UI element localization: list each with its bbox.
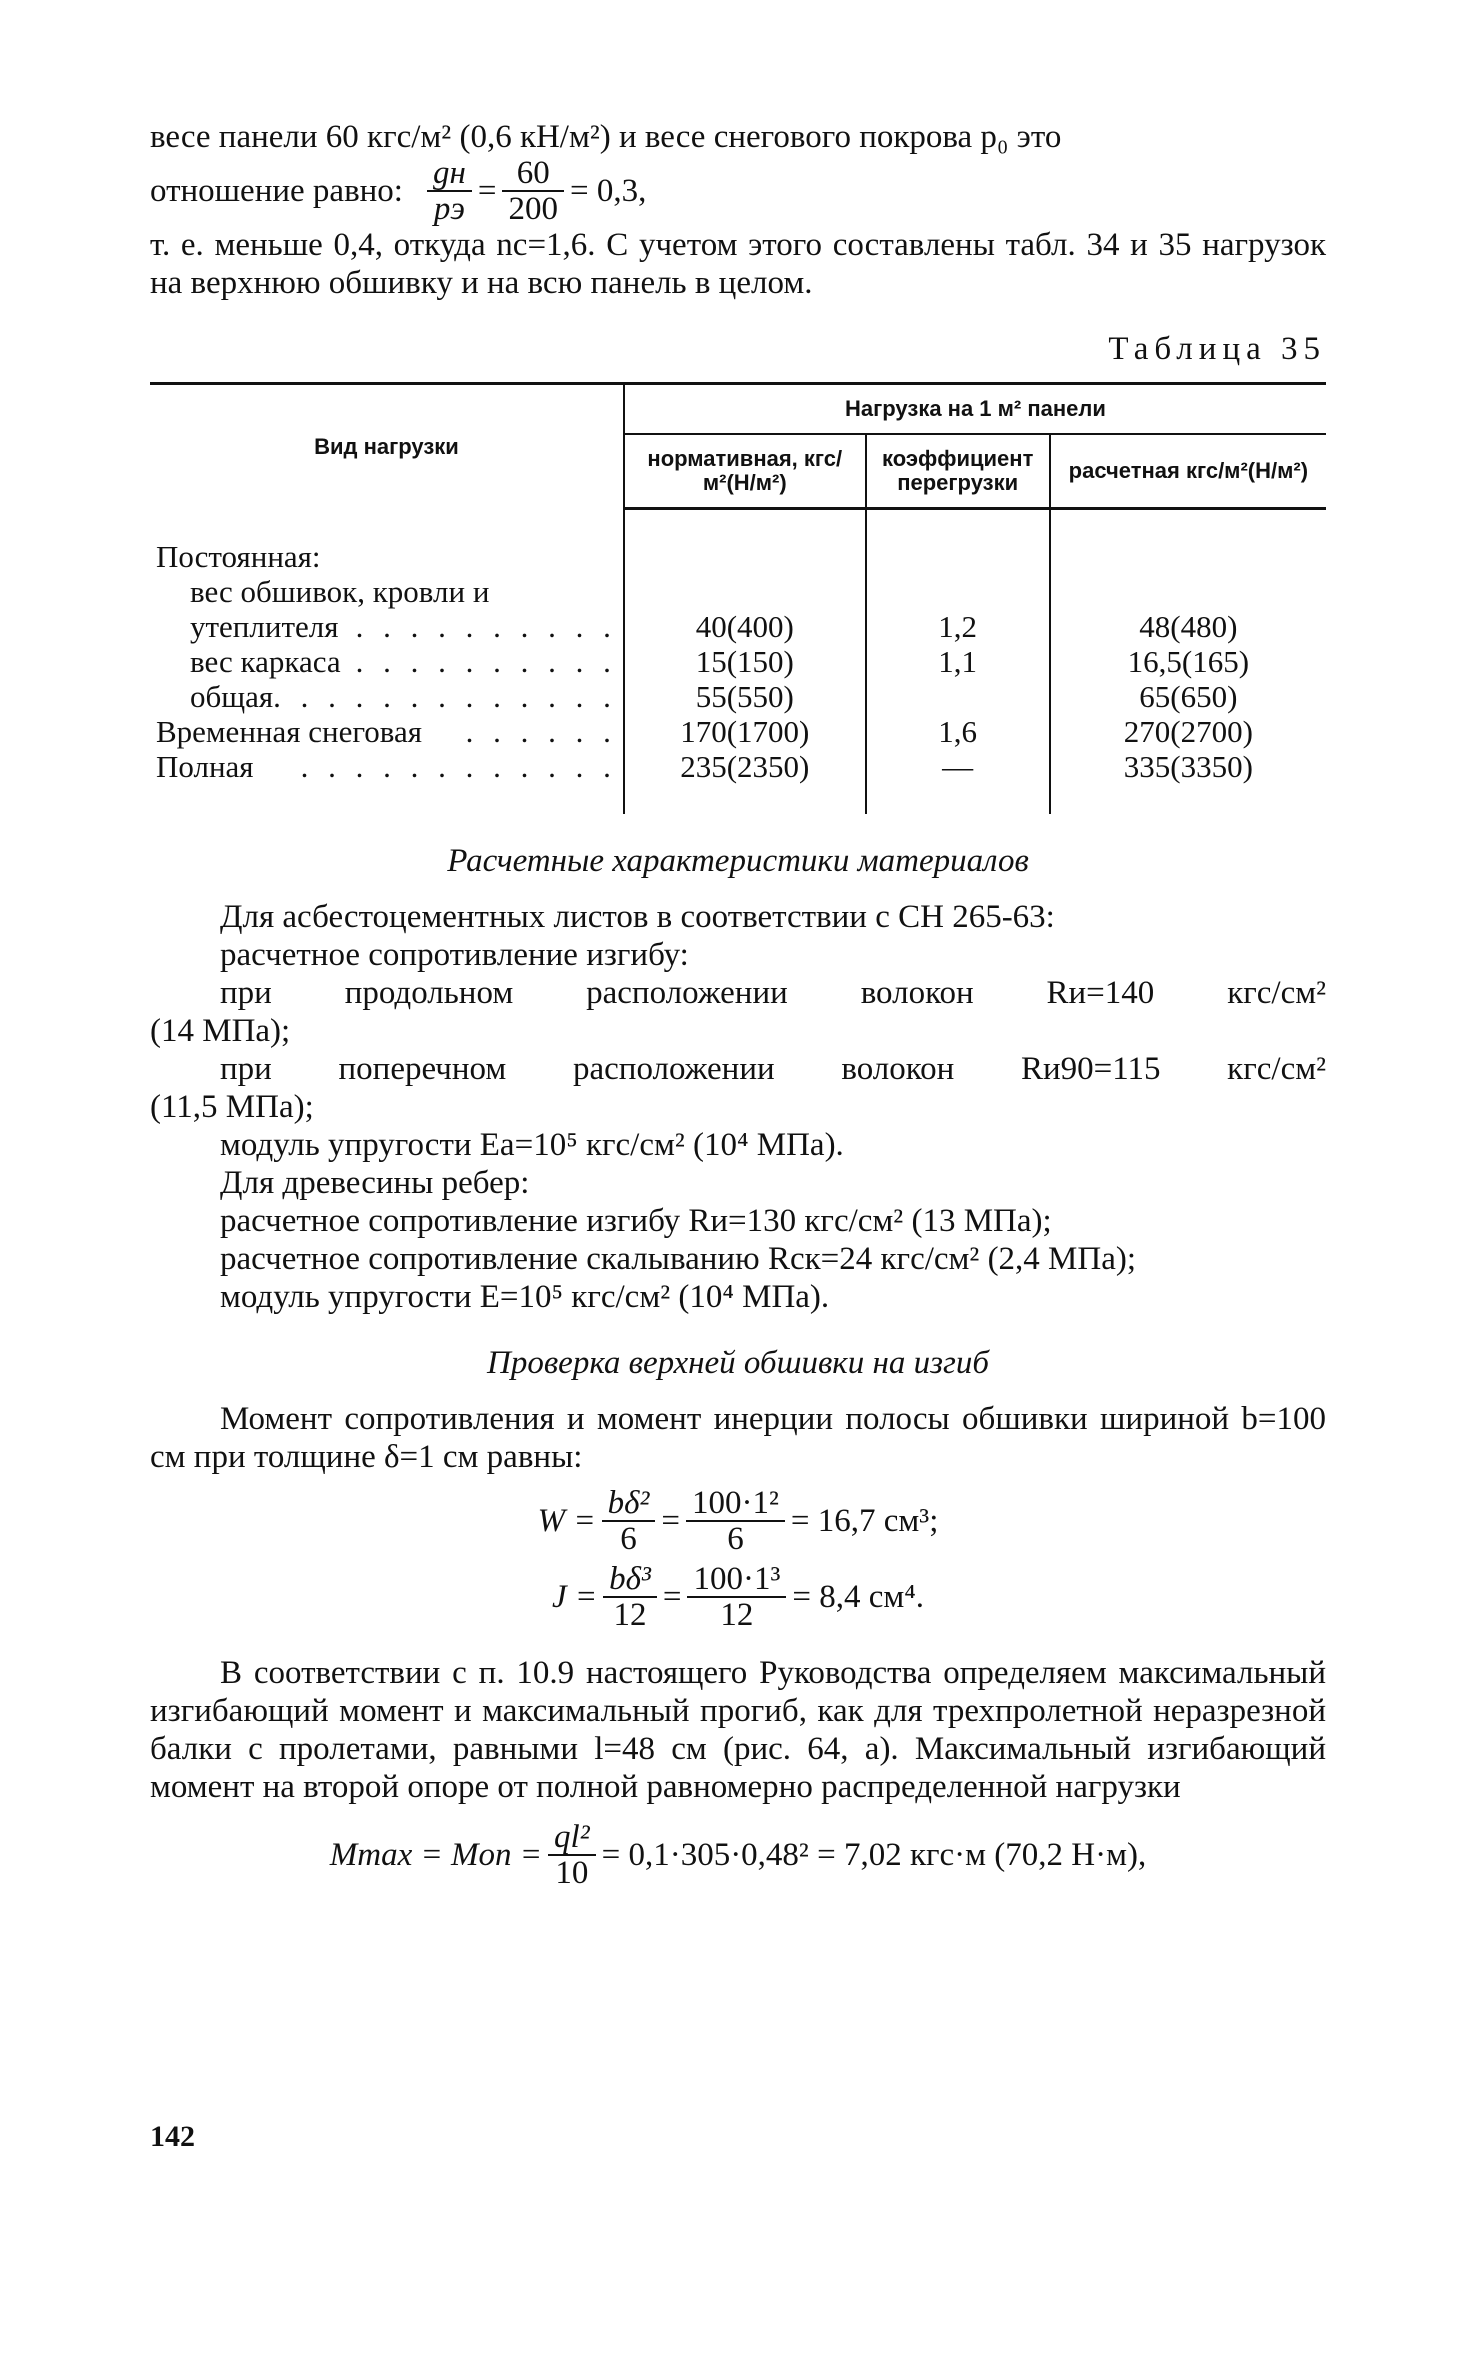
materials-line: расчетное сопротивление изгибу Rи=130 кгс/см² (13 МПа); (220, 1202, 1052, 1239)
row-normative: 40(400) (624, 609, 866, 644)
loads-table (150, 382, 1326, 814)
ratio-result: = 0,3, (569, 173, 647, 209)
row-design: 48(480) (1050, 609, 1326, 644)
formula-j-result: = 8,4 см⁴. (792, 1578, 925, 1615)
row-coefficient: 1,2 (866, 609, 1050, 644)
table-row (150, 644, 1326, 679)
row-label-text: Полная (156, 748, 254, 784)
page-number: 142 (150, 2120, 195, 2153)
row-coefficient: — (866, 749, 1050, 814)
materials-line: расчетное сопротивление изгибу: (220, 936, 689, 973)
row-normative (624, 574, 866, 609)
row-coefficient (866, 574, 1050, 609)
table-caption: Таблица 35 (1108, 331, 1326, 367)
ratio-fraction-2 (502, 156, 564, 226)
table-row (150, 509, 1326, 574)
row-normative: 235(2350) (624, 749, 866, 814)
row-coefficient: 1,1 (866, 644, 1050, 679)
page-content (150, 118, 1326, 1896)
formula-j-fraction-2-numerator: 100·1³ (687, 1562, 786, 1598)
formula-m-fraction-denominator: 10 (555, 1854, 589, 1891)
table-row (150, 679, 1326, 714)
formula-j-fraction-2-denominator: 12 (720, 1596, 754, 1633)
table-row (150, 574, 1326, 609)
formula-j-fraction-2 (687, 1562, 786, 1632)
header-load-type: Вид нагрузки (150, 384, 624, 509)
header-load-group: Нагрузка на 1 м² панели (624, 384, 1326, 435)
formula-w-fraction-2-numerator: 100·1² (686, 1486, 785, 1522)
row-label (150, 574, 624, 609)
row-design (1050, 509, 1326, 574)
row-label-text: общая (190, 678, 274, 714)
section-title-materials: Расчетные характеристики материалов (447, 842, 1029, 879)
row-label: Постоянная: (156, 538, 321, 574)
check-paragraph-2: В соответствии с п. 10.9 настоящего Руководства определяем максимальный изгибающий момент и максимальный прогиб, как для трехпролетной неразрезной балки с пролетами, равными l=48 см (рис. 64, а). Максимальный изгибающий момент на второй опоре от полной равномерно распределенной нагрузки (150, 1654, 1326, 1805)
materials-line: Для асбестоцементных листов в соответствии с СН 265-63: (220, 898, 1055, 935)
formula-w-fraction-1-numerator: bδ² (602, 1486, 656, 1522)
table-row (150, 609, 1326, 644)
formula-j-fraction-1 (603, 1562, 657, 1632)
row-label (150, 714, 624, 749)
materials-line: модуль упругости Eа=10⁵ кгс/см² (10⁴ МПа). (220, 1126, 844, 1163)
row-coefficient: 1,6 (866, 714, 1050, 749)
materials-line: модуль упругости E=10⁵ кгс/см² (10⁴ МПа). (220, 1278, 830, 1315)
row-label-text: утеплителя (190, 608, 339, 644)
equals-sign: = (662, 1578, 682, 1615)
header-normative: нормативная, кгс/м²(Н/м²) (624, 434, 866, 509)
formula-w-fraction-2 (686, 1486, 785, 1556)
formula-j-fraction-1-numerator: bδ³ (603, 1562, 657, 1598)
row-label (150, 679, 624, 714)
formula-j-fraction-1-denominator: 12 (613, 1596, 647, 1633)
row-label (150, 609, 624, 644)
formula-w (150, 1486, 1326, 1556)
row-label-text: вес каркаса (190, 643, 341, 679)
formula-w-j (150, 1486, 1326, 1632)
materials-line: расчетное сопротивление скалыванию Rск=24 кгс/см² (2,4 МПа); (220, 1240, 1137, 1277)
ratio-formula (150, 156, 1326, 226)
formula-w-lhs: W = (537, 1502, 596, 1539)
materials-line: (14 МПа); (150, 1012, 291, 1049)
row-label (150, 644, 624, 679)
leader-dots: . . . . . . . . . . . . . (273, 678, 617, 714)
row-normative (624, 509, 866, 574)
header-coefficient: коэффициент перегрузки (866, 434, 1050, 509)
row-label-text: Временная снеговая (156, 713, 423, 749)
formula-w-fraction-1-denominator: 6 (620, 1520, 637, 1557)
row-design: 65(650) (1050, 679, 1326, 714)
row-label-text: вес обшивок, кровли и (190, 573, 490, 609)
formula-w-fraction-2-denominator: 6 (727, 1520, 744, 1557)
equals-sign: = (661, 1502, 681, 1539)
leader-dots: . . . . . . . . . . . . (300, 748, 617, 784)
row-coefficient (866, 679, 1050, 714)
formula-m-result: = 0,1·305·0,48² = 7,02 кгс·м (70,2 Н·м), (601, 1836, 1147, 1873)
row-design: 335(3350) (1050, 749, 1326, 814)
row-design (1050, 574, 1326, 609)
materials-line: Для древесины ребер: (220, 1164, 530, 1201)
row-normative: 15(150) (624, 644, 866, 679)
formula-m-fraction-numerator: ql² (548, 1820, 596, 1856)
row-design: 270(2700) (1050, 714, 1326, 749)
ratio-fraction-1-numerator: gн (427, 156, 472, 192)
equals-sign: = (477, 173, 497, 209)
ratio-fraction-1-denominator: pэ (433, 191, 465, 227)
check-paragraph: Момент сопротивления и момент инерции полосы обшивки шириной b=100 см при толщине δ=1 см равны: (150, 1400, 1326, 1475)
intro-line-3: т. е. меньше 0,4, откуда nс=1,6. С учетом этого составлены табл. 34 и 35 нагрузок на верхнюю обшивку и на всю панель в целом. (150, 227, 1326, 301)
formula-m-lhs: Mmax = Mоп = (329, 1836, 543, 1873)
ratio-fraction-1 (427, 156, 472, 226)
row-design: 16,5(165) (1050, 644, 1326, 679)
formula-j (150, 1562, 1326, 1632)
ratio-fraction-2-numerator: 60 (502, 156, 564, 192)
formula-j-lhs: J = (551, 1578, 598, 1615)
formula-m-fraction (548, 1820, 596, 1890)
formula-w-result: = 16,7 см³; (790, 1502, 939, 1539)
row-normative: 170(1700) (624, 714, 866, 749)
ratio-prefix: отношение равно: (150, 173, 403, 209)
row-coefficient (866, 509, 1050, 574)
row-normative: 55(550) (624, 679, 866, 714)
table-row (150, 749, 1326, 814)
materials-line: при поперечном расположении волокон Rи90=115 кгс/см² (220, 1050, 1326, 1087)
section-title-check: Проверка верхней обшивки на изгиб (487, 1344, 989, 1381)
row-label (150, 749, 624, 814)
formula-w-fraction-1 (602, 1486, 656, 1556)
leader-dots: . . . . . . (465, 713, 617, 749)
table-row (150, 714, 1326, 749)
header-design: расчетная кгс/м²(Н/м²) (1050, 434, 1326, 509)
leader-dots: . . . . . . . . . . (355, 608, 617, 644)
leader-dots: . . . . . . . . . . (355, 643, 617, 679)
formula-m (150, 1820, 1326, 1890)
intro-line-1: весе панели 60 кгс/м² (0,6 кН/м²) и весе снегового покрова p₀ это (150, 119, 1062, 155)
materials-line: (11,5 МПа); (150, 1088, 314, 1125)
materials-line: при продольном расположении волокон Rи=140 кгс/см² (220, 974, 1326, 1011)
ratio-fraction-2-denominator: 200 (508, 191, 558, 227)
